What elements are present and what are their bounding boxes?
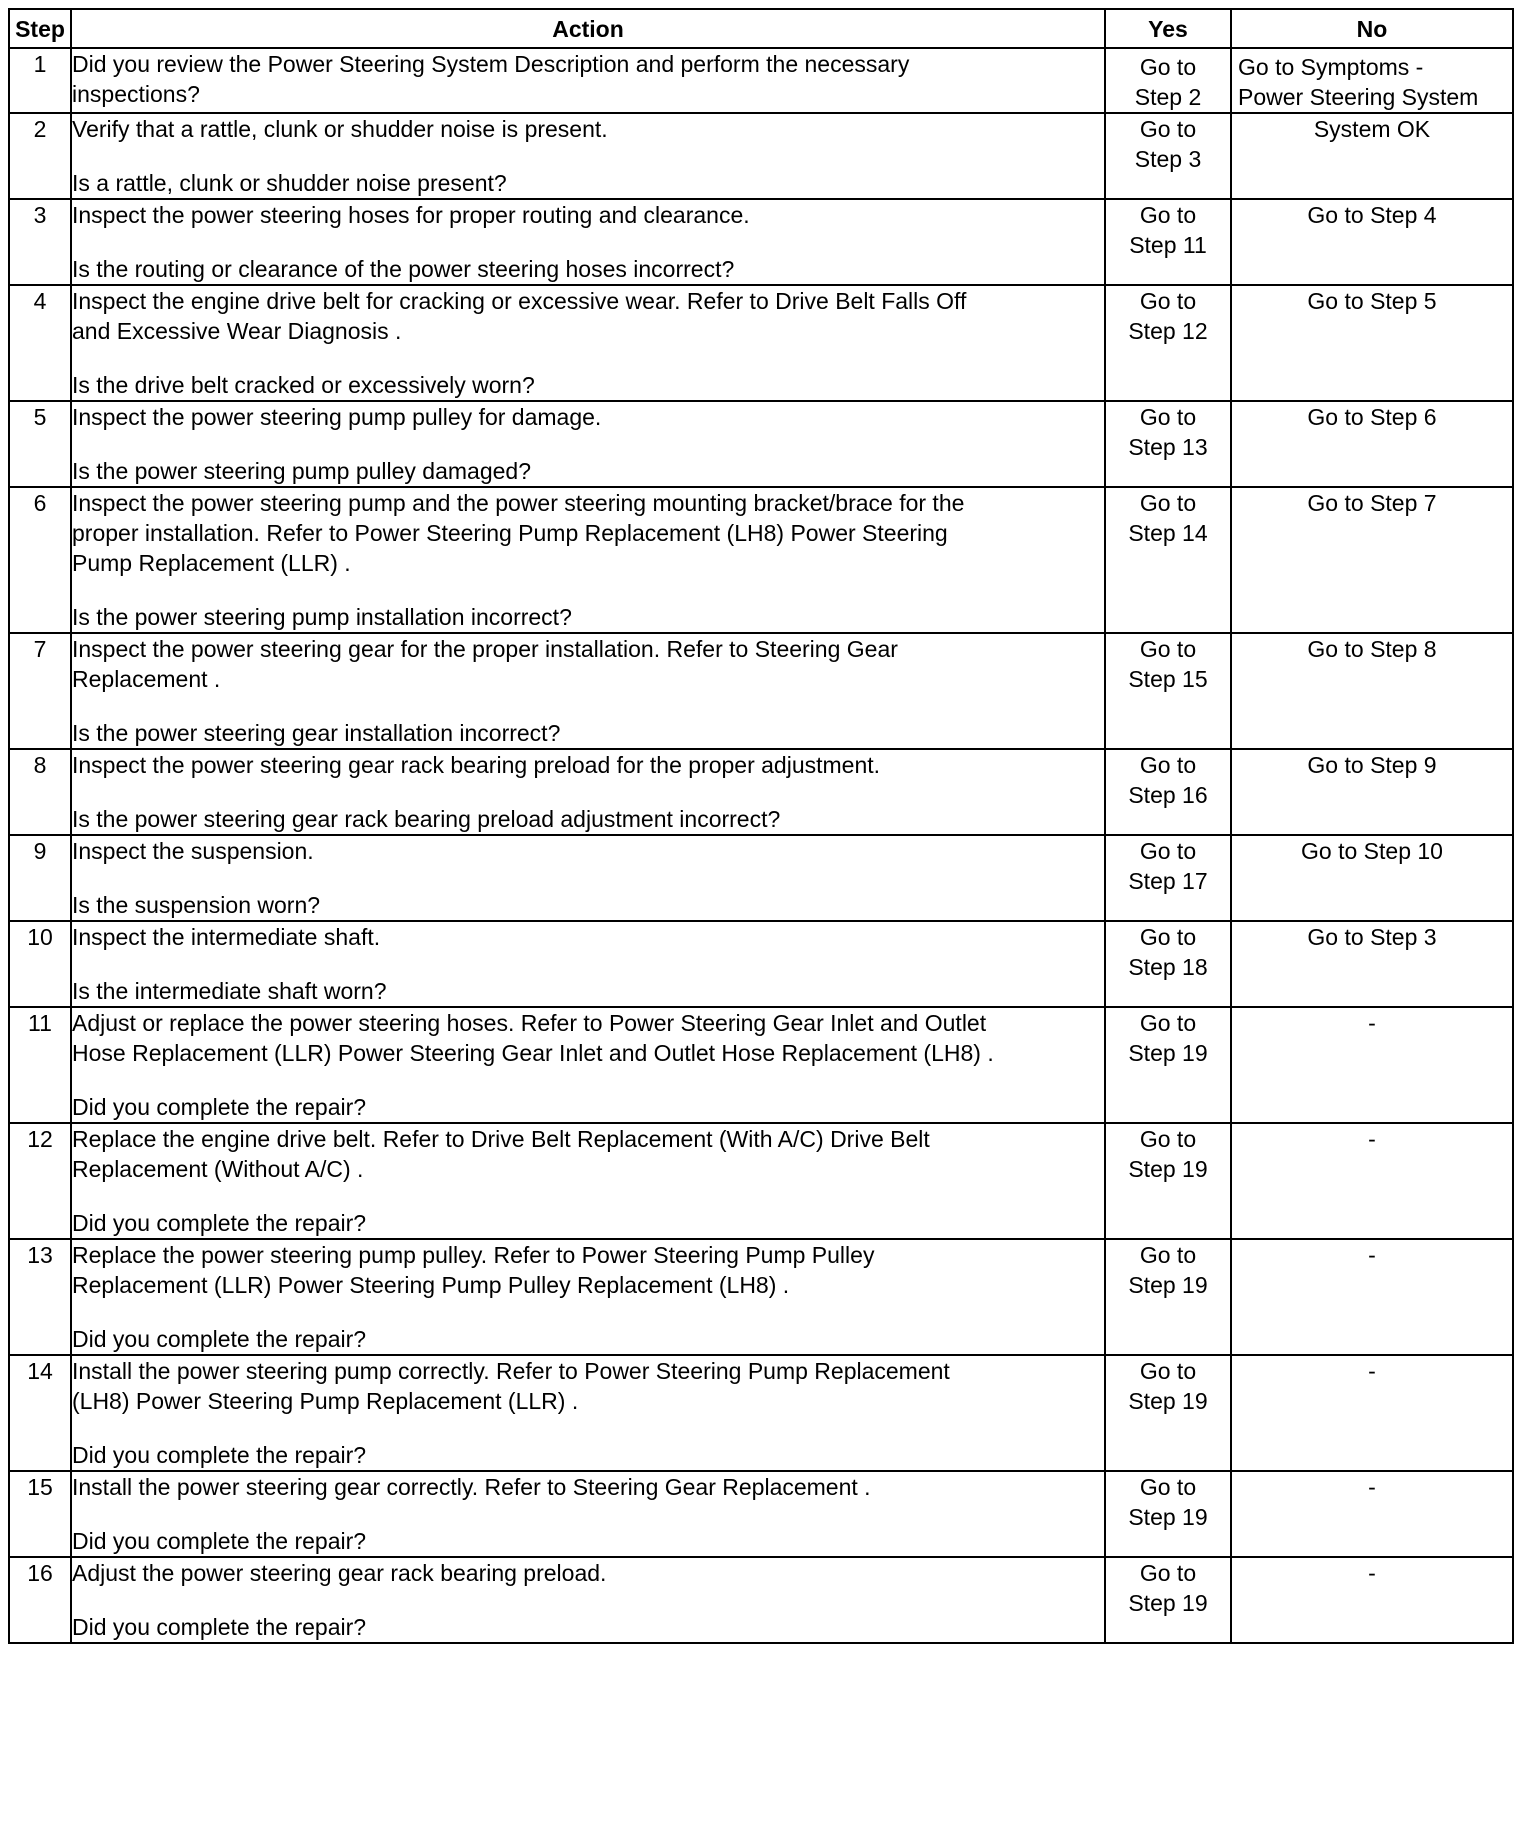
yes-text: Go to <box>1139 924 1197 950</box>
yes-cell <box>1105 401 1231 487</box>
action-text: (LH8) Power Steering Pump Replacement (LLR) . <box>72 1388 579 1414</box>
step-number: 14 <box>9 1355 71 1471</box>
table-row <box>9 48 1513 113</box>
yes-text: Go to <box>1139 1560 1197 1586</box>
no-text: - <box>1368 1560 1376 1586</box>
no-text: Go to Step 10 <box>1301 838 1443 864</box>
action-text: proper installation. Refer to Power Steering Pump Replacement (LH8) Power Steering <box>72 520 948 546</box>
yes-text: Step 19 <box>1128 1272 1208 1298</box>
action-text: Inspect the engine drive belt for cracking or excessive wear. Refer to Drive Belt Falls Off <box>72 288 967 314</box>
no-cell <box>1231 487 1513 633</box>
action-text: Replacement . <box>72 666 221 692</box>
action-question: Did you complete the repair? <box>72 1528 367 1554</box>
yes-text: Step 13 <box>1128 434 1208 460</box>
header-no: No <box>1231 9 1513 48</box>
no-cell <box>1231 749 1513 835</box>
yes-cell <box>1105 487 1231 633</box>
action-question: Is the drive belt cracked or excessively worn? <box>72 372 535 398</box>
action-question: Is a rattle, clunk or shudder noise present? <box>72 170 507 196</box>
action-cell <box>71 401 1105 487</box>
table-row <box>9 1557 1513 1643</box>
no-cell <box>1231 113 1513 199</box>
no-cell <box>1231 48 1513 113</box>
no-cell <box>1231 199 1513 285</box>
yes-text: Step 17 <box>1128 868 1208 894</box>
table-row <box>9 749 1513 835</box>
no-text: Go to Step 6 <box>1307 404 1437 430</box>
action-question: Did you complete the repair? <box>72 1094 367 1120</box>
action-text: Inspect the suspension. <box>72 838 314 864</box>
table-body <box>9 48 1513 1643</box>
action-text: Verify that a rattle, clunk or shudder noise is present. <box>72 116 608 142</box>
header-action: Action <box>71 9 1105 48</box>
yes-text: Go to <box>1139 54 1197 80</box>
step-number: 4 <box>9 285 71 401</box>
yes-cell <box>1105 633 1231 749</box>
step-number: 3 <box>9 199 71 285</box>
action-cell <box>71 633 1105 749</box>
table-row <box>9 633 1513 749</box>
step-number: 2 <box>9 113 71 199</box>
yes-text: Step 19 <box>1128 1156 1208 1182</box>
action-cell <box>71 1471 1105 1557</box>
table-row <box>9 1123 1513 1239</box>
table-row <box>9 1007 1513 1123</box>
action-text: Inspect the power steering pump pulley for damage. <box>72 404 602 430</box>
action-text: Install the power steering gear correctly. Refer to Steering Gear Replacement . <box>72 1474 871 1500</box>
header-step: Step <box>9 9 71 48</box>
no-text: - <box>1368 1242 1376 1268</box>
no-text: System OK <box>1313 116 1431 142</box>
step-number: 7 <box>9 633 71 749</box>
table-row <box>9 199 1513 285</box>
yes-cell <box>1105 199 1231 285</box>
table-row <box>9 113 1513 199</box>
action-text: and Excessive Wear Diagnosis . <box>72 318 402 344</box>
step-number: 1 <box>9 48 71 113</box>
yes-cell <box>1105 1007 1231 1123</box>
no-text: Go to Step 7 <box>1307 490 1437 516</box>
yes-text: Step 19 <box>1128 1504 1208 1530</box>
yes-text: Go to <box>1139 404 1197 430</box>
yes-text: Go to <box>1139 202 1197 228</box>
action-text: Replace the engine drive belt. Refer to Drive Belt Replacement (With A/C) Drive Belt <box>72 1126 930 1152</box>
no-cell <box>1231 285 1513 401</box>
no-text: - <box>1368 1358 1376 1384</box>
yes-cell <box>1105 1557 1231 1643</box>
yes-cell <box>1105 113 1231 199</box>
step-number: 5 <box>9 401 71 487</box>
action-text: Inspect the power steering hoses for proper routing and clearance. <box>72 202 750 228</box>
yes-text: Step 19 <box>1128 1590 1208 1616</box>
action-text: inspections? <box>72 81 200 107</box>
no-cell <box>1231 1007 1513 1123</box>
action-question: Is the power steering gear installation incorrect? <box>72 720 561 746</box>
no-cell <box>1231 1239 1513 1355</box>
action-cell <box>71 749 1105 835</box>
no-text: Go to Step 9 <box>1307 752 1437 778</box>
no-cell <box>1231 1557 1513 1643</box>
yes-cell <box>1105 1239 1231 1355</box>
no-cell <box>1231 1123 1513 1239</box>
step-number: 8 <box>9 749 71 835</box>
action-question: Is the suspension worn? <box>72 892 321 918</box>
yes-text: Go to <box>1139 1358 1197 1384</box>
yes-cell <box>1105 1355 1231 1471</box>
action-text: Inspect the power steering pump and the power steering mounting bracket/brace for the <box>72 490 965 516</box>
yes-text: Go to <box>1139 1474 1197 1500</box>
action-text: Inspect the power steering gear rack bearing preload for the proper adjustment. <box>72 752 881 778</box>
yes-text: Step 12 <box>1128 318 1208 344</box>
action-question: Did you complete the repair? <box>72 1210 367 1236</box>
action-cell <box>71 1123 1105 1239</box>
step-number: 6 <box>9 487 71 633</box>
action-text: Did you review the Power Steering System Description and perform the necessary <box>72 51 910 77</box>
yes-text: Step 2 <box>1134 84 1202 110</box>
no-text: - <box>1368 1474 1376 1500</box>
no-text: - <box>1368 1010 1376 1036</box>
yes-text: Go to <box>1139 288 1197 314</box>
yes-text: Step 15 <box>1128 666 1208 692</box>
no-text: Go to Symptoms - <box>1238 54 1424 80</box>
step-number: 13 <box>9 1239 71 1355</box>
yes-cell <box>1105 1471 1231 1557</box>
step-number: 11 <box>9 1007 71 1123</box>
yes-text: Step 18 <box>1128 954 1208 980</box>
yes-text: Step 14 <box>1128 520 1208 546</box>
step-number: 16 <box>9 1557 71 1643</box>
table-row <box>9 921 1513 1007</box>
action-text: Inspect the intermediate shaft. <box>72 924 381 950</box>
yes-text: Go to <box>1139 490 1197 516</box>
action-cell <box>71 835 1105 921</box>
yes-text: Step 16 <box>1128 782 1208 808</box>
yes-text: Go to <box>1139 838 1197 864</box>
yes-cell <box>1105 48 1231 113</box>
yes-text: Step 11 <box>1129 232 1207 258</box>
no-text: Go to Step 5 <box>1307 288 1437 314</box>
action-text: Pump Replacement (LLR) . <box>72 550 351 576</box>
table-row <box>9 401 1513 487</box>
action-cell <box>71 285 1105 401</box>
action-question: Did you complete the repair? <box>72 1326 367 1352</box>
no-text: Go to Step 3 <box>1307 924 1437 950</box>
yes-text: Go to <box>1139 752 1197 778</box>
action-question: Did you complete the repair? <box>72 1614 367 1640</box>
action-question: Is the intermediate shaft worn? <box>72 978 387 1004</box>
action-cell <box>71 1355 1105 1471</box>
action-cell <box>71 1239 1105 1355</box>
action-text: Adjust or replace the power steering hoses. Refer to Power Steering Gear Inlet and Outlet <box>72 1010 987 1036</box>
action-cell <box>71 921 1105 1007</box>
no-cell <box>1231 1471 1513 1557</box>
yes-text: Step 19 <box>1128 1388 1208 1414</box>
yes-text: Go to <box>1139 636 1197 662</box>
step-number: 9 <box>9 835 71 921</box>
yes-cell <box>1105 921 1231 1007</box>
action-text: Hose Replacement (LLR) Power Steering Gear Inlet and Outlet Hose Replacement (LH8) . <box>72 1040 994 1066</box>
action-question: Is the routing or clearance of the power steering hoses incorrect? <box>72 256 735 282</box>
yes-cell <box>1105 835 1231 921</box>
table-row <box>9 487 1513 633</box>
action-cell <box>71 1007 1105 1123</box>
action-cell <box>71 1557 1105 1643</box>
no-text: Power Steering System <box>1238 84 1479 110</box>
step-number: 10 <box>9 921 71 1007</box>
no-text: - <box>1368 1126 1376 1152</box>
header-yes: Yes <box>1105 9 1231 48</box>
action-question: Is the power steering pump pulley damaged? <box>72 458 532 484</box>
no-cell <box>1231 1355 1513 1471</box>
action-cell <box>71 113 1105 199</box>
no-cell <box>1231 633 1513 749</box>
step-number: 12 <box>9 1123 71 1239</box>
yes-text: Go to <box>1139 1242 1197 1268</box>
action-cell <box>71 48 1105 113</box>
yes-cell <box>1105 749 1231 835</box>
yes-cell <box>1105 1123 1231 1239</box>
no-text: Go to Step 8 <box>1307 636 1437 662</box>
no-cell <box>1231 401 1513 487</box>
action-text: Install the power steering pump correctly. Refer to Power Steering Pump Replacement <box>72 1358 950 1384</box>
yes-cell <box>1105 285 1231 401</box>
yes-text: Step 3 <box>1134 146 1202 172</box>
action-cell <box>71 199 1105 285</box>
yes-text: Go to <box>1139 116 1197 142</box>
action-text: Inspect the power steering gear for the proper installation. Refer to Steering Gear <box>72 636 898 662</box>
yes-text: Step 19 <box>1128 1040 1208 1066</box>
action-text: Replacement (Without A/C) . <box>72 1156 364 1182</box>
header-row <box>9 9 1513 48</box>
action-question: Is the power steering pump installation incorrect? <box>72 604 572 630</box>
step-number: 15 <box>9 1471 71 1557</box>
action-question: Is the power steering gear rack bearing preload adjustment incorrect? <box>72 806 781 832</box>
yes-text: Go to <box>1139 1010 1197 1036</box>
no-cell <box>1231 921 1513 1007</box>
action-text: Adjust the power steering gear rack bearing preload. <box>72 1560 607 1586</box>
action-cell <box>71 487 1105 633</box>
table-row <box>9 1471 1513 1557</box>
diagnostic-table <box>8 8 1514 1644</box>
table-row <box>9 285 1513 401</box>
table-row <box>9 1239 1513 1355</box>
no-text: Go to Step 4 <box>1307 202 1437 228</box>
yes-text: Go to <box>1139 1126 1197 1152</box>
table-row <box>9 835 1513 921</box>
action-question: Did you complete the repair? <box>72 1442 367 1468</box>
table-row <box>9 1355 1513 1471</box>
action-text: Replacement (LLR) Power Steering Pump Pulley Replacement (LH8) . <box>72 1272 790 1298</box>
action-text: Replace the power steering pump pulley. Refer to Power Steering Pump Pulley <box>72 1242 875 1268</box>
no-cell <box>1231 835 1513 921</box>
